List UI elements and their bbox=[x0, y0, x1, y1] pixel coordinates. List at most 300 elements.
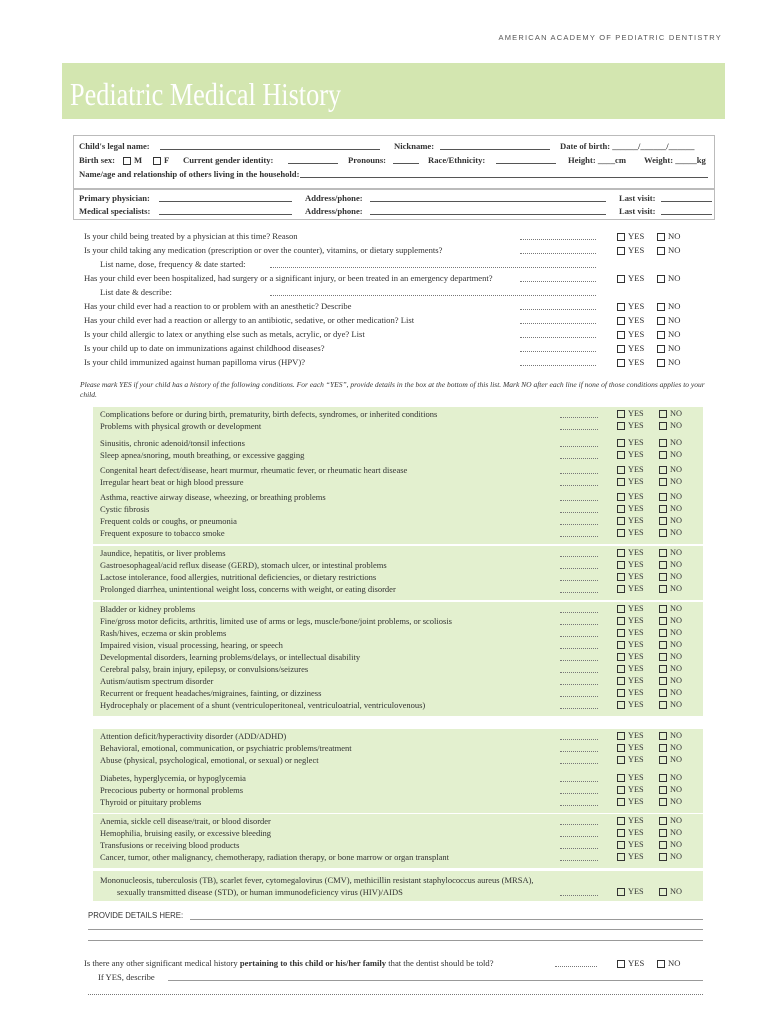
no-option[interactable] bbox=[659, 450, 682, 459]
no-label: NO bbox=[670, 616, 682, 625]
address-field-2[interactable] bbox=[370, 214, 606, 215]
checkbox-icon[interactable] bbox=[657, 275, 665, 283]
yes-option[interactable] bbox=[617, 528, 644, 537]
condition-leader bbox=[560, 417, 598, 418]
yes-label: YES bbox=[628, 329, 645, 339]
no-label: NO bbox=[668, 958, 681, 968]
checkbox-icon[interactable] bbox=[659, 756, 667, 764]
pronouns-field[interactable] bbox=[393, 163, 419, 164]
yes-option[interactable] bbox=[617, 315, 644, 325]
yes-label: YES bbox=[628, 731, 644, 740]
instructions-note: Please mark YES if your child has a history of the following conditions. For each “YES”, provide details in the box at the bottom of this list. Mark NO after each line if none of those conditions applies to your child. bbox=[80, 380, 705, 399]
yes-option[interactable] bbox=[617, 477, 644, 486]
address-label-1: Address/phone: bbox=[305, 193, 363, 203]
no-label: NO bbox=[668, 273, 681, 283]
address-field-1[interactable] bbox=[370, 201, 606, 202]
checkbox-icon[interactable] bbox=[659, 744, 667, 752]
yes-label: YES bbox=[628, 797, 644, 806]
checkbox-icon[interactable] bbox=[617, 451, 625, 459]
checkbox-icon[interactable] bbox=[659, 605, 667, 613]
checkbox-icon[interactable] bbox=[657, 331, 665, 339]
checkbox-icon[interactable] bbox=[617, 410, 625, 418]
checkbox-icon[interactable] bbox=[659, 888, 667, 896]
no-option[interactable] bbox=[659, 477, 682, 486]
no-option[interactable] bbox=[659, 828, 682, 837]
checkbox-icon[interactable] bbox=[617, 756, 625, 764]
no-option[interactable] bbox=[659, 743, 682, 752]
no-option[interactable] bbox=[659, 438, 682, 447]
condition-leader bbox=[560, 848, 598, 849]
checkbox-icon[interactable] bbox=[659, 478, 667, 486]
no-option[interactable] bbox=[659, 797, 682, 806]
nickname-field[interactable] bbox=[440, 149, 550, 150]
yes-option[interactable] bbox=[617, 357, 644, 367]
no-label: NO bbox=[670, 548, 682, 557]
condition-leader bbox=[560, 624, 598, 625]
checkbox-icon[interactable] bbox=[617, 786, 625, 794]
no-label: NO bbox=[668, 301, 681, 311]
checkbox-icon[interactable] bbox=[617, 549, 625, 557]
no-option[interactable] bbox=[659, 628, 682, 637]
yes-option[interactable] bbox=[617, 329, 644, 339]
condition-leader bbox=[560, 793, 598, 794]
yes-option[interactable] bbox=[617, 640, 644, 649]
yes-option[interactable] bbox=[617, 245, 644, 255]
yes-option[interactable] bbox=[617, 231, 644, 241]
no-option[interactable] bbox=[659, 731, 682, 740]
no-label: NO bbox=[670, 477, 682, 486]
race-field[interactable] bbox=[496, 163, 556, 164]
checkbox-icon[interactable] bbox=[617, 573, 625, 581]
question-answer-line[interactable] bbox=[520, 365, 596, 366]
yes-label: YES bbox=[628, 301, 645, 311]
yes-option[interactable] bbox=[617, 628, 644, 637]
no-option[interactable] bbox=[657, 301, 680, 311]
no-label: NO bbox=[670, 743, 682, 752]
checkbox-icon[interactable] bbox=[617, 345, 625, 353]
question-answer-line[interactable] bbox=[520, 309, 596, 310]
checkbox-icon[interactable] bbox=[617, 359, 625, 367]
yes-option[interactable] bbox=[617, 828, 644, 837]
yes-label: YES bbox=[628, 273, 645, 283]
checkbox-icon[interactable] bbox=[617, 466, 625, 474]
household-field[interactable] bbox=[300, 177, 708, 178]
weight-label[interactable]: Weight: _____kg bbox=[644, 155, 706, 165]
if-yes-line-1[interactable] bbox=[168, 980, 703, 981]
specialists-field[interactable] bbox=[159, 214, 292, 215]
checkbox-icon[interactable] bbox=[659, 422, 667, 430]
checkbox-icon[interactable] bbox=[659, 817, 667, 825]
no-label: NO bbox=[670, 628, 682, 637]
no-option[interactable] bbox=[657, 273, 680, 283]
yes-option[interactable] bbox=[617, 584, 644, 593]
yes-option[interactable] bbox=[617, 516, 644, 525]
yes-option[interactable] bbox=[617, 273, 644, 283]
no-label: NO bbox=[670, 816, 682, 825]
question-hospitalized: Has your child ever been hospitalized, had surgery or a significant injury, or been treated in an emergency department? bbox=[84, 273, 493, 283]
checkbox-icon[interactable] bbox=[617, 605, 625, 613]
no-label: NO bbox=[668, 357, 681, 367]
checkbox-icon[interactable] bbox=[617, 701, 625, 709]
checkbox-icon[interactable] bbox=[659, 517, 667, 525]
yes-option[interactable] bbox=[617, 755, 644, 764]
no-option[interactable] bbox=[659, 548, 682, 557]
race-label: Race/Ethnicity: bbox=[428, 155, 486, 165]
question-answer-line[interactable] bbox=[520, 239, 596, 240]
checkbox-icon[interactable] bbox=[617, 517, 625, 525]
no-option[interactable] bbox=[659, 887, 682, 896]
checkbox-icon[interactable] bbox=[617, 798, 625, 806]
no-option[interactable] bbox=[659, 652, 682, 661]
checkbox-icon[interactable] bbox=[659, 617, 667, 625]
no-option[interactable] bbox=[659, 409, 682, 418]
question-answer-line[interactable] bbox=[520, 337, 596, 338]
condition-row: Frequent colds or coughs, or pneumonia bbox=[100, 516, 237, 526]
yes-label: YES bbox=[628, 560, 644, 569]
m-label: M bbox=[134, 155, 143, 165]
condition-row: Cystic fibrosis bbox=[100, 504, 150, 514]
checkbox-icon[interactable] bbox=[659, 641, 667, 649]
no-label: NO bbox=[670, 797, 682, 806]
condition-leader bbox=[560, 446, 598, 447]
no-label: NO bbox=[668, 245, 681, 255]
yes-option[interactable] bbox=[617, 450, 644, 459]
checkbox-icon[interactable] bbox=[657, 960, 665, 968]
question-answer-line[interactable] bbox=[270, 267, 596, 268]
yes-option[interactable] bbox=[617, 652, 644, 661]
height-label[interactable]: Height: ____cm bbox=[568, 155, 626, 165]
checkbox-icon[interactable] bbox=[617, 303, 625, 311]
legal-name-field[interactable] bbox=[160, 149, 380, 150]
no-option[interactable] bbox=[657, 329, 680, 339]
checkbox-icon[interactable] bbox=[659, 529, 667, 537]
checkbox-icon[interactable] bbox=[617, 561, 625, 569]
checkbox-icon[interactable] bbox=[659, 701, 667, 709]
checkbox-icon[interactable] bbox=[617, 529, 625, 537]
yes-label: YES bbox=[628, 887, 644, 896]
yes-option[interactable] bbox=[617, 504, 644, 513]
yes-option[interactable] bbox=[617, 676, 644, 685]
yes-option[interactable] bbox=[617, 840, 644, 849]
checkbox-icon[interactable] bbox=[617, 629, 625, 637]
checkbox-icon[interactable] bbox=[617, 817, 625, 825]
yes-option[interactable] bbox=[617, 616, 644, 625]
no-option[interactable] bbox=[657, 343, 680, 353]
condition-row: Mononucleosis, tuberculosis (TB), scarlet fever, cytomegalovirus (CMV), methicillin resistant staphylococcus aureus (MRSA), bbox=[100, 875, 534, 885]
yes-option[interactable] bbox=[617, 548, 644, 557]
checkbox-icon[interactable] bbox=[617, 422, 625, 430]
condition-leader bbox=[560, 696, 598, 697]
condition-leader bbox=[560, 763, 598, 764]
yes-option[interactable] bbox=[617, 797, 644, 806]
condition-leader bbox=[560, 524, 598, 525]
condition-row: Rash/hives, eczema or skin problems bbox=[100, 628, 227, 638]
checkbox-icon[interactable] bbox=[659, 439, 667, 447]
checkbox-icon[interactable] bbox=[617, 505, 625, 513]
checkbox-icon[interactable] bbox=[659, 732, 667, 740]
yes-label: YES bbox=[628, 516, 644, 525]
no-label: NO bbox=[670, 516, 682, 525]
yes-option[interactable] bbox=[617, 887, 644, 896]
checkbox-icon[interactable] bbox=[659, 549, 667, 557]
checkbox-icon[interactable] bbox=[617, 247, 625, 255]
no-option[interactable] bbox=[659, 785, 682, 794]
checkbox-icon[interactable] bbox=[617, 888, 625, 896]
checkbox-icon[interactable] bbox=[617, 641, 625, 649]
condition-row: Developmental disorders, learning problems/delays, or intellectual disability bbox=[100, 652, 361, 662]
checkbox-icon[interactable] bbox=[659, 585, 667, 593]
no-option[interactable] bbox=[659, 676, 682, 685]
condition-row: Abuse (physical, psychological, emotional, or sexual) or neglect bbox=[100, 755, 319, 765]
no-option[interactable] bbox=[659, 504, 682, 513]
yes-option[interactable] bbox=[617, 664, 644, 673]
checkbox-icon[interactable] bbox=[617, 617, 625, 625]
yes-option[interactable] bbox=[617, 301, 644, 311]
checkbox-icon[interactable] bbox=[659, 786, 667, 794]
no-option[interactable] bbox=[659, 421, 682, 430]
no-label: NO bbox=[670, 465, 682, 474]
no-label: NO bbox=[670, 731, 682, 740]
no-option[interactable] bbox=[659, 572, 682, 581]
question-hpv-immunized: Is your child immunized against human papilloma virus (HPV)? bbox=[84, 357, 306, 367]
yes-label: YES bbox=[628, 785, 644, 794]
nickname-label: Nickname: bbox=[394, 141, 435, 151]
yes-label: YES bbox=[628, 700, 644, 709]
checkbox-icon[interactable] bbox=[617, 689, 625, 697]
primary-physician-field[interactable] bbox=[159, 201, 292, 202]
question-answer-line[interactable] bbox=[520, 323, 596, 324]
checkbox-icon[interactable] bbox=[659, 573, 667, 581]
checkbox-icon[interactable] bbox=[657, 359, 665, 367]
no-option[interactable] bbox=[659, 664, 682, 673]
yes-option[interactable] bbox=[617, 700, 644, 709]
no-option[interactable] bbox=[657, 231, 680, 241]
checkbox-icon[interactable] bbox=[617, 233, 625, 241]
checkbox-icon[interactable] bbox=[659, 841, 667, 849]
checkbox-icon[interactable] bbox=[659, 561, 667, 569]
yes-label: YES bbox=[628, 584, 644, 593]
checkbox-icon[interactable] bbox=[617, 331, 625, 339]
checkbox-icon[interactable] bbox=[617, 732, 625, 740]
checkbox-icon[interactable] bbox=[659, 505, 667, 513]
condition-leader bbox=[560, 512, 598, 513]
no-option[interactable] bbox=[659, 852, 682, 861]
question-answer-line[interactable] bbox=[520, 351, 596, 352]
checkbox-icon[interactable] bbox=[617, 478, 625, 486]
checkbox-icon[interactable] bbox=[617, 774, 625, 782]
checkbox-icon[interactable] bbox=[617, 960, 625, 968]
checkbox-icon[interactable] bbox=[617, 493, 625, 501]
no-option[interactable] bbox=[659, 584, 682, 593]
checkbox-icon[interactable] bbox=[617, 653, 625, 661]
no-option[interactable] bbox=[659, 528, 682, 537]
condition-row: Congenital heart defect/disease, heart murmur, rheumatic fever, or rheumatic heart disease bbox=[100, 465, 408, 475]
condition-leader bbox=[560, 485, 598, 486]
no-option[interactable] bbox=[659, 492, 682, 501]
yes-label: YES bbox=[628, 231, 645, 241]
if-yes-line-2[interactable] bbox=[88, 994, 703, 995]
no-option[interactable] bbox=[659, 755, 682, 764]
checkbox-icon[interactable] bbox=[659, 410, 667, 418]
condition-row: Irregular heart beat or high blood pressure bbox=[100, 477, 244, 487]
checkbox-icon[interactable] bbox=[617, 439, 625, 447]
condition-row: Transfusions or receiving blood products bbox=[100, 840, 240, 850]
yes-option[interactable] bbox=[617, 465, 644, 474]
checkbox-icon[interactable] bbox=[659, 798, 667, 806]
no-option[interactable] bbox=[659, 840, 682, 849]
no-label: NO bbox=[670, 438, 682, 447]
specialists-label: Medical specialists: bbox=[79, 206, 151, 216]
yes-option[interactable] bbox=[617, 421, 644, 430]
checkbox-icon[interactable] bbox=[659, 665, 667, 673]
checkbox-icon[interactable] bbox=[659, 774, 667, 782]
yes-option[interactable] bbox=[617, 572, 644, 581]
checkbox-icon[interactable] bbox=[657, 303, 665, 311]
last-visit-field-1[interactable] bbox=[661, 201, 712, 202]
condition-row: Jaundice, hepatitis, or liver problems bbox=[100, 548, 226, 558]
yes-option[interactable] bbox=[617, 438, 644, 447]
checkbox-icon[interactable] bbox=[617, 677, 625, 685]
birth-sex-f[interactable] bbox=[153, 155, 169, 165]
question-answer-line[interactable] bbox=[270, 295, 596, 296]
no-option[interactable] bbox=[659, 560, 682, 569]
condition-leader bbox=[560, 612, 598, 613]
last-visit-label-1: Last visit: bbox=[619, 193, 656, 203]
no-label: NO bbox=[670, 584, 682, 593]
checkbox-icon[interactable] bbox=[617, 853, 625, 861]
condition-leader bbox=[560, 708, 598, 709]
details-line-2[interactable] bbox=[88, 929, 703, 930]
condition-row: Cerebral palsy, brain injury, epilepsy, or convulsions/seizures bbox=[100, 664, 309, 674]
no-option[interactable] bbox=[659, 640, 682, 649]
no-label: NO bbox=[670, 852, 682, 861]
checkbox-icon[interactable] bbox=[659, 466, 667, 474]
yes-label: YES bbox=[628, 357, 645, 367]
checkbox-icon[interactable] bbox=[659, 689, 667, 697]
family-no[interactable] bbox=[657, 958, 680, 968]
checkbox-icon[interactable] bbox=[659, 493, 667, 501]
checkbox-icon[interactable] bbox=[659, 451, 667, 459]
condition-row: Gastroesophageal/acid reflux disease (GERD), stomach ulcer, or intestinal problems bbox=[100, 560, 387, 570]
condition-leader bbox=[560, 568, 598, 569]
no-option[interactable] bbox=[657, 245, 680, 255]
family-q-pre: Is there any other significant medical history bbox=[84, 958, 238, 968]
condition-leader bbox=[560, 751, 598, 752]
condition-row: Diabetes, hyperglycemia, or hypoglycemia bbox=[100, 773, 246, 783]
yes-option[interactable] bbox=[617, 785, 644, 794]
last-visit-field-2[interactable] bbox=[661, 214, 712, 215]
details-line-3[interactable] bbox=[88, 940, 703, 941]
checkbox-icon[interactable] bbox=[617, 585, 625, 593]
no-option[interactable] bbox=[659, 700, 682, 709]
condition-row: Bladder or kidney problems bbox=[100, 604, 196, 614]
question-answer-line[interactable] bbox=[520, 253, 596, 254]
no-option[interactable] bbox=[659, 465, 682, 474]
no-option[interactable] bbox=[659, 773, 682, 782]
family-yes[interactable] bbox=[617, 958, 644, 968]
no-option[interactable] bbox=[659, 688, 682, 697]
condition-row: Attention deficit/hyperactivity disorder (ADD/ADHD) bbox=[100, 731, 287, 741]
yes-option[interactable] bbox=[617, 731, 644, 740]
yes-option[interactable] bbox=[617, 343, 644, 353]
no-option[interactable] bbox=[657, 357, 680, 367]
checkbox-icon[interactable] bbox=[617, 744, 625, 752]
gender-field[interactable] bbox=[288, 163, 338, 164]
checkbox-icon[interactable] bbox=[617, 317, 625, 325]
birth-sex-m[interactable] bbox=[123, 155, 142, 165]
condition-row: Lactose intolerance, food allergies, nutritional deficiencies, or dietary restrictions bbox=[100, 572, 377, 582]
dob-label[interactable]: Date of birth: ______/______/______ bbox=[560, 141, 695, 151]
yes-option[interactable] bbox=[617, 852, 644, 861]
checkbox-icon[interactable] bbox=[659, 853, 667, 861]
checkbox-icon[interactable] bbox=[657, 317, 665, 325]
yes-label: YES bbox=[628, 688, 644, 697]
condition-leader bbox=[560, 473, 598, 474]
checkbox-icon[interactable] bbox=[659, 829, 667, 837]
no-option[interactable] bbox=[659, 604, 682, 613]
condition-row: Hemophilia, bruising easily, or excessive bleeding bbox=[100, 828, 272, 838]
no-option[interactable] bbox=[659, 816, 682, 825]
condition-row: Precocious puberty or hormonal problems bbox=[100, 785, 244, 795]
condition-leader bbox=[560, 824, 598, 825]
condition-leader bbox=[560, 536, 598, 537]
no-option[interactable] bbox=[657, 315, 680, 325]
no-label: NO bbox=[670, 664, 682, 673]
checkbox-icon[interactable] bbox=[659, 629, 667, 637]
yes-option[interactable] bbox=[617, 604, 644, 613]
yes-option[interactable] bbox=[617, 560, 644, 569]
no-label: NO bbox=[670, 785, 682, 794]
primary-physician-label: Primary physician: bbox=[79, 193, 150, 203]
condition-row: Asthma, reactive airway disease, wheezing, or breathing problems bbox=[100, 492, 326, 502]
checkbox-icon[interactable] bbox=[123, 157, 131, 165]
checkbox-icon[interactable] bbox=[617, 275, 625, 283]
yes-label: YES bbox=[628, 816, 644, 825]
no-label: NO bbox=[670, 652, 682, 661]
checkbox-icon[interactable] bbox=[657, 233, 665, 241]
yes-option[interactable] bbox=[617, 743, 644, 752]
yes-label: YES bbox=[628, 755, 644, 764]
checkbox-icon[interactable] bbox=[657, 345, 665, 353]
checkbox-icon[interactable] bbox=[617, 841, 625, 849]
yes-option[interactable] bbox=[617, 773, 644, 782]
yes-option[interactable] bbox=[617, 816, 644, 825]
no-option[interactable] bbox=[659, 616, 682, 625]
no-label: NO bbox=[670, 560, 682, 569]
question-taking-medication: Is your child taking any medication (prescription or over the counter), vitamins, or dietary supplements? bbox=[84, 245, 443, 255]
details-line-1[interactable] bbox=[190, 919, 703, 920]
family-q-bold: pertaining to this child or his/her family bbox=[239, 958, 387, 968]
checkbox-icon[interactable] bbox=[617, 665, 625, 673]
condition-leader bbox=[560, 781, 598, 782]
yes-option[interactable] bbox=[617, 492, 644, 501]
checkbox-icon[interactable] bbox=[657, 247, 665, 255]
condition-leader bbox=[560, 660, 598, 661]
yes-label: YES bbox=[628, 572, 644, 581]
yes-label: YES bbox=[628, 438, 644, 447]
no-option[interactable] bbox=[659, 516, 682, 525]
checkbox-icon[interactable] bbox=[659, 653, 667, 661]
yes-option[interactable] bbox=[617, 688, 644, 697]
question-answer-line[interactable] bbox=[520, 281, 596, 282]
condition-leader bbox=[560, 805, 598, 806]
checkbox-icon[interactable] bbox=[659, 677, 667, 685]
checkbox-icon[interactable] bbox=[153, 157, 161, 165]
condition-leader bbox=[560, 648, 598, 649]
yes-option[interactable] bbox=[617, 409, 644, 418]
no-label: NO bbox=[670, 700, 682, 709]
checkbox-icon[interactable] bbox=[617, 829, 625, 837]
